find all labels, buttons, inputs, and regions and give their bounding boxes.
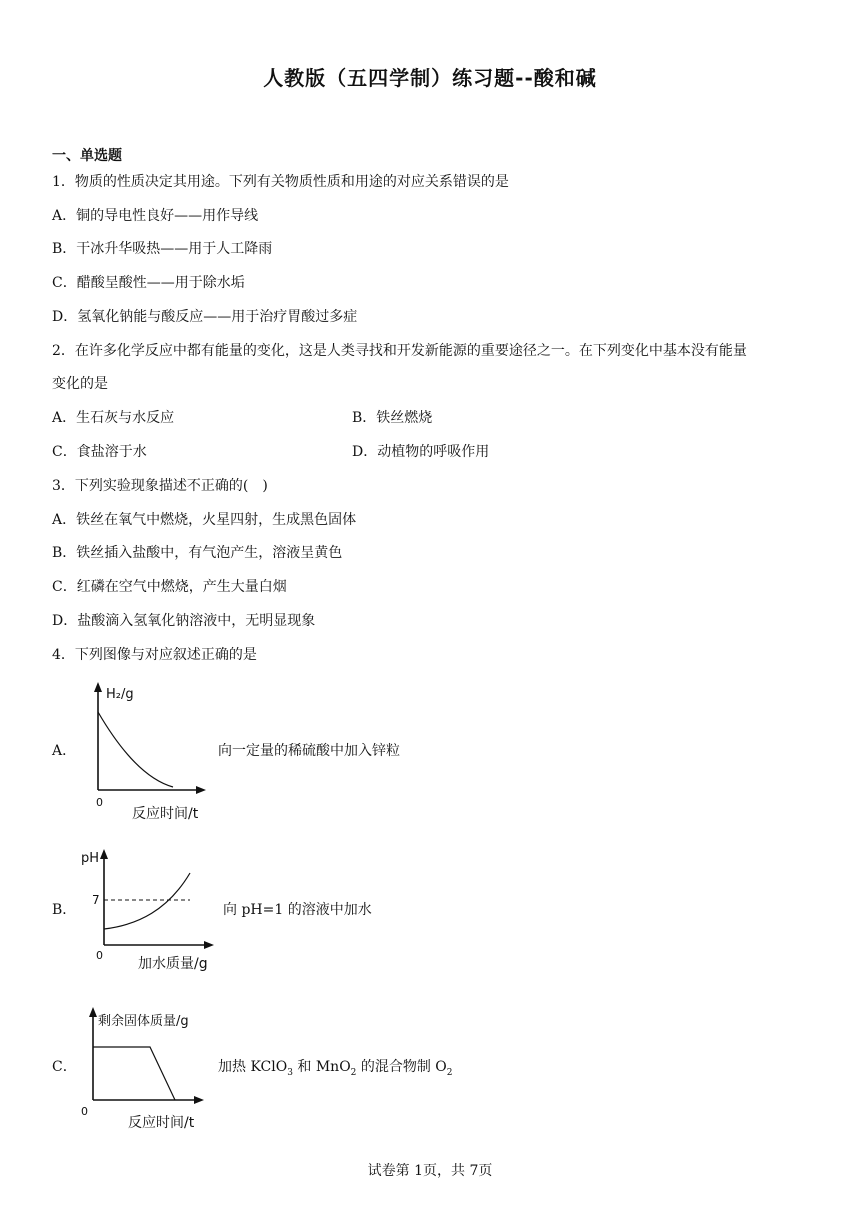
graph-b-curve (104, 873, 190, 929)
graph-b-x-arrow (204, 941, 214, 949)
q1-stem: 1．物质的性质决定其用途。下列有关物质性质和用途的对应关系错误的是 (52, 174, 509, 190)
graph-a-origin: 0 (96, 796, 103, 809)
page-footer: 试卷第 1页，共 7页 (367, 1163, 493, 1179)
q3-stem: 3．下列实验现象描述不正确的( ) (52, 478, 268, 494)
q1-option-b: B．干冰升华吸热——用于人工降雨 (52, 241, 273, 257)
graph-b-x-label: 加水质量/g (138, 956, 208, 972)
graph-a-x-arrow (196, 786, 206, 794)
q2-stem-line2: 变化的是 (52, 376, 108, 392)
graph-c-y-label: 剩余固体质量/g (98, 1014, 189, 1029)
q4-option-a-label: A． (52, 743, 77, 759)
graph-b-ref-label: 7 (92, 893, 100, 907)
section-heading: 一、单选题 (52, 148, 122, 164)
q4-option-b-desc: 向 pH=1 的溶液中加水 (223, 902, 372, 918)
graph-a-curve (98, 712, 173, 787)
q4-graph-c (78, 995, 218, 1135)
q2-option-a: A．生石灰与水反应 (52, 410, 175, 426)
graph-b-y-arrow (100, 849, 108, 859)
graph-a-x-label: 反应时间/t (132, 806, 199, 822)
page-title: 人教版（五四学制）练习题--酸和碱 (263, 66, 597, 90)
q2-option-d: D．动植物的呼吸作用 (352, 444, 490, 460)
q1-option-a: A．铜的导电性良好——用作导线 (52, 208, 259, 224)
q2-option-b: B．铁丝燃烧 (352, 410, 433, 426)
q2-stem-line1: 2．在许多化学反应中都有能量的变化，这是人类寻找和开发新能源的重要途径之一。在下列变化中基本没有能量 (52, 343, 747, 359)
graph-b-y-label: pH (81, 851, 100, 866)
q3-option-a: A．铁丝在氧气中燃烧，火星四射，生成黑色固体 (52, 512, 357, 528)
q3-option-d: D．盐酸滴入氢氧化钠溶液中，无明显现象 (52, 613, 316, 629)
graph-b-origin: 0 (96, 949, 103, 962)
q3-option-b: B．铁丝插入盐酸中，有气泡产生，溶液呈黄色 (52, 545, 343, 561)
graph-c-x-label: 反应时间/t (128, 1115, 195, 1131)
q1-option-d: D．氢氧化钠能与酸反应——用于治疗胃酸过多症 (52, 309, 358, 325)
graph-a-y-arrow (94, 682, 102, 692)
q1-option-c: C．醋酸呈酸性——用于除水垢 (52, 275, 245, 291)
graph-a-y-label: H₂/g (106, 687, 134, 702)
q4-graph-a (78, 680, 218, 830)
q4-option-c-label: C． (52, 1059, 77, 1075)
q3-option-c: C．红磷在空气中燃烧，产生大量白烟 (52, 579, 287, 595)
q4-option-b-label: B． (52, 902, 77, 918)
graph-c-line (93, 1047, 175, 1100)
graph-c-x-arrow (194, 1096, 204, 1104)
q4-option-c-desc: 加热 KClO$_3$ 和 MnO$_2$ 的混合物制 $O_2$ (218, 1059, 453, 1078)
graph-c-origin: 0 (81, 1105, 88, 1118)
q2-option-c: C．食盐溶于水 (52, 444, 147, 460)
q4-stem: 4．下列图像与对应叙述正确的是 (52, 647, 257, 663)
q4-option-a-desc: 向一定量的稀硫酸中加入锌粒 (218, 743, 400, 759)
q4-graph-b (78, 840, 223, 975)
graph-c-y-arrow (89, 1007, 97, 1017)
